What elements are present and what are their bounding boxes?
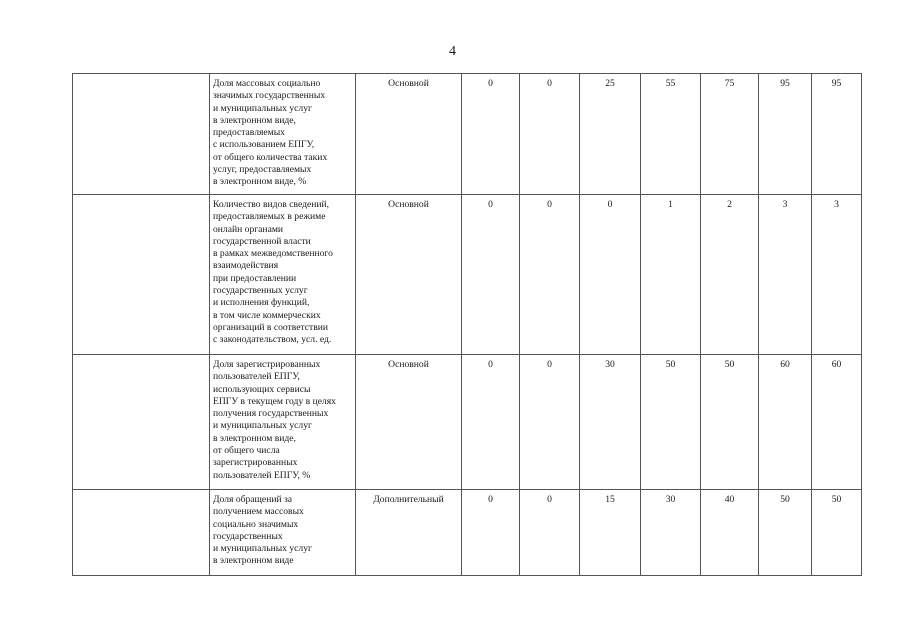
value-cell: 25 [580,74,641,195]
indicator-description [210,490,356,576]
indicator-description-text: Доля зарегистрированных пользователей ЕПГУ, использующих сервисы ЕПГУ в текущем году в целях получения государственных и муниципальных услуг в электронном виде, от общего числа зарегистрированных пользователей ЕПГУ, % [213,359,336,481]
indicator-type: Основной [356,195,462,355]
value-cell: 75 [701,74,759,195]
table-row [73,355,862,490]
table-row [73,195,862,355]
indicator-type: Основной [356,74,462,195]
value-cell: 0 [520,195,580,355]
value-cell: 0 [462,490,520,576]
value-cell: 0 [520,74,580,195]
value-cell: 60 [759,355,812,490]
indicator-type: Основной [356,355,462,490]
value-cell: 0 [462,355,520,490]
value-cell: 3 [759,195,812,355]
value-cell: 50 [759,490,812,576]
indicator-description-text: Доля обращений за получением массовых социально значимых государственных и муниципальных услуг в электронном виде [213,494,312,567]
value-cell: 0 [580,195,641,355]
value-cell: 50 [812,490,862,576]
indicator-type: Дополнительный [356,490,462,576]
value-cell: 50 [701,355,759,490]
value-cell: 3 [812,195,862,355]
value-cell: 95 [759,74,812,195]
empty-cell [73,74,210,195]
indicator-description-text: Количество видов сведений, предоставляемых в режиме онлайн органами государственной власти в рамках межведомственного взаимодействия при предоставлении государственных услуг и исполнения функций, в том числе коммерческих организаций в соответствии с законодательством, усл. ед. [213,199,333,346]
value-cell: 95 [812,74,862,195]
value-cell: 0 [462,74,520,195]
value-cell: 2 [701,195,759,355]
value-cell: 30 [641,490,701,576]
page-number: 4 [449,44,456,59]
empty-cell [73,490,210,576]
indicator-description-text: Доля массовых социально значимых государственных и муниципальных услуг в электронном виде, предоставляемых с использованием ЕПГУ, от общего количества таких услуг, предоставляемых в электронном виде, % [213,78,328,188]
value-cell: 1 [641,195,701,355]
value-cell: 0 [520,355,580,490]
value-cell: 60 [812,355,862,490]
indicator-description [210,74,356,195]
indicator-description [210,355,356,490]
value-cell: 0 [520,490,580,576]
value-cell: 55 [641,74,701,195]
value-cell: 30 [580,355,641,490]
value-cell: 0 [462,195,520,355]
value-cell: 50 [641,355,701,490]
value-cell: 40 [701,490,759,576]
indicators-table [72,73,862,576]
table-row [73,490,862,576]
indicator-description [210,195,356,355]
empty-cell [73,195,210,355]
empty-cell [73,355,210,490]
table-row [73,74,862,195]
value-cell: 15 [580,490,641,576]
